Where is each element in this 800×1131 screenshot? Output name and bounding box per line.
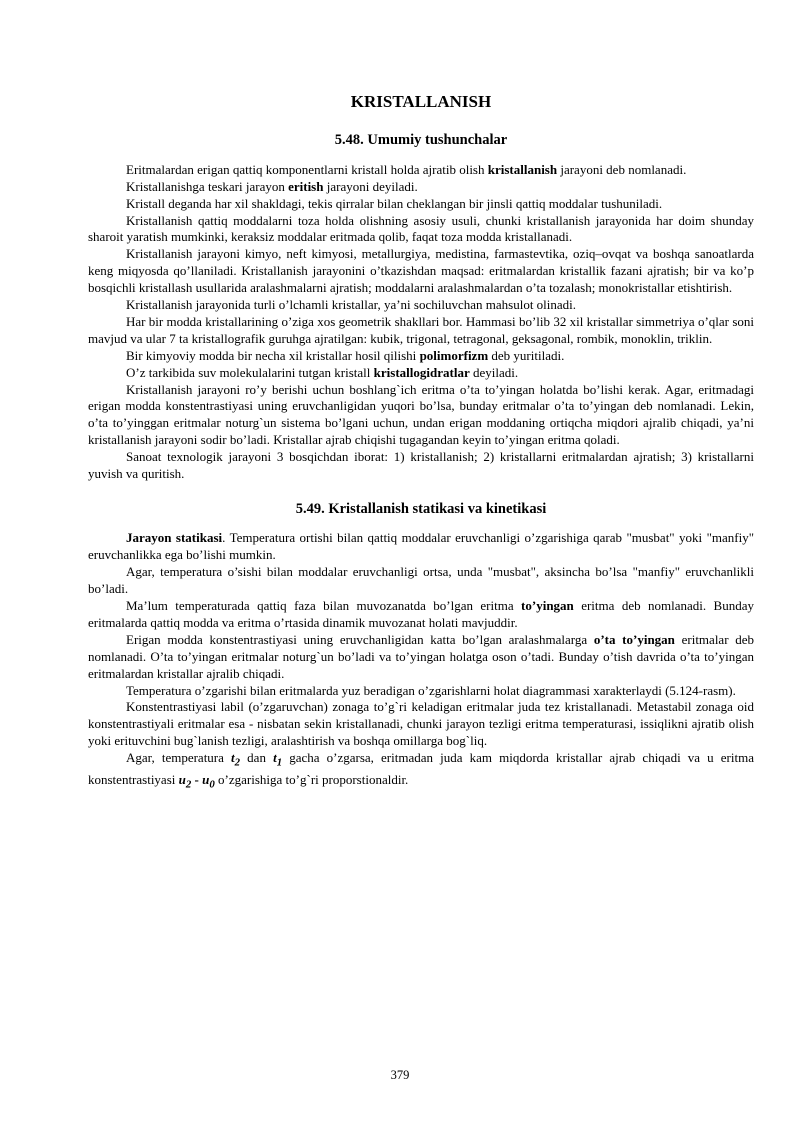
- symbol-u2: [178, 771, 192, 791]
- paragraph: Temperatura o’zgarishi bilan eritmalarda yuz beradigan o’zgarishlarni holat diagrammasi xarakterlaydi (5.124-rasm).: [126, 682, 736, 698]
- paragraph: Konstentrastiyasi labil (o’zgaruvchan) zonaga to’g`ri keladigan eritmalar juda tez kristallanadi. Metastabil zonaga oid konstentrastiyali eritmalar esa - nisbatan sekin kristallanadi, chunki jarayon tezligi eritma temperaturasi, issiqlikni ajratib olish yoki erituvchini bug`lanish tezligi, aralashtirish va boshqa omillarga bog`liq.: [88, 699, 754, 749]
- section-heading-statika: 5.49. Kristallanish statikasi va kinetikasi: [295, 501, 547, 517]
- subscript: 1: [276, 756, 283, 769]
- symbol: u: [178, 771, 186, 787]
- text: eritma deb nomlanadi. Bunday eritmalarda qattiq modda va eritma o’rtasida dinamik muvozanat holati mavjuddir.: [88, 598, 754, 630]
- paragraph: [88, 632, 754, 683]
- term-bold: o’ta to’yingan: [593, 631, 675, 647]
- paragraph: Har bir modda kristallarining o’ziga xos geometrik shakllari bor. Hammasi bo’lib 32 xil kristallar simmetriya o’qlar soni mavjud va ular 7 ta kristallografik guruhga ajratilgan: kubik, trigonal, tetragonal, geksagonal, rombik, monoklin, triklin.: [88, 313, 754, 346]
- document-page: [88, 92, 754, 793]
- text: Ma’lum temperaturada qattiq faza bilan muvozanatda bo’lgan eritma: [126, 598, 522, 614]
- paragraph: Kristall deganda har xil shakldagi, tekis qirralar bilan cheklangan bir jinsli qattiq moddalar tushuniladi.: [126, 195, 663, 211]
- text: Kristallanishga teskari jarayon: [126, 178, 289, 194]
- text: jarayoni deyiladi.: [323, 178, 418, 194]
- subscript: 2: [234, 756, 241, 769]
- paragraph: Kristallanish qattiq moddalarni toza holda olishning asosiy usuli, chunki kristallanish jarayonida har doim shunday sharoit yaratish mumkinki, keraksiz moddalar eritmada qolib, faqat toza modda kristallanadi.: [88, 212, 754, 245]
- paragraph: Agar, temperatura o’sishi bilan moddalar eruvchanligi ortsa, unda "musbat", aksincha bo’lsa "manfiy" eruvchanlikli bo’ladi.: [88, 564, 754, 597]
- symbol: u: [202, 771, 210, 787]
- subscript: 0: [209, 778, 215, 791]
- symbol: t: [231, 750, 235, 766]
- text: Bir kimyoviy modda bir necha xil kristallar hosil qilishi: [126, 347, 420, 363]
- paragraph: [88, 530, 754, 564]
- paragraph: Sanoat texnologik jarayoni 3 bosqichdan iborat: 1) kristallanish; 2) kristallarni eritmalardan ajratish; 3) kristallarni yuvish va quritish.: [88, 449, 754, 482]
- symbol-t1: [273, 750, 283, 769]
- paragraph: [88, 598, 754, 632]
- text: gacha o’zgarsa, eritmadan juda kam miqdorda kristallar ajrab chiqadi va u eritma konstentrastiyasi: [88, 750, 754, 787]
- symbol-u0: [202, 771, 215, 791]
- text: O’z tarkibida suv molekulalarini tutgan kristall: [126, 364, 374, 380]
- symbol: t: [273, 750, 277, 766]
- text: deyiladi.: [469, 364, 519, 380]
- paragraph: [88, 365, 754, 382]
- term-bold: kristallogidratlar: [373, 364, 470, 380]
- text: Erigan modda konstentrastiyasi uning eruvchanligidan katta bo’lgan aralashmalarga: [126, 631, 594, 647]
- paragraph: Kristallanish jarayonida turli o’lchamli kristallar, ya’ni sochiluvchan mahsulot olinadi.: [126, 297, 577, 313]
- section-heading-umumiy: 5.48. Umumiy tushunchalar: [334, 132, 508, 149]
- text: o’zgarishiga to’g`ri proporstionaldir.: [214, 771, 409, 787]
- minus-sign: -: [191, 771, 203, 787]
- text: dan: [240, 750, 274, 766]
- term-bold: kristallanish: [487, 161, 558, 177]
- term-bold: to’yingan: [521, 598, 574, 614]
- term-bold: Jarayon statikasi: [126, 530, 223, 546]
- paragraph: Kristallanish jarayoni kimyo, neft kimyosi, metallurgiya, medistina, farmastevtika, oziq–ovqat va boshqa sanoatlarda keng miqyosda qo’llaniladi. Kristallanish jarayonini o’tkazishdan maqsad: eritmalardan kristallik fazani ajratish; bir va ko’p bosqichli kristallash usullarida aralashmalarni ajratish; moddalarni aralashmalardan o’ta tozalash; monokristallar etishtirish.: [88, 246, 754, 296]
- symbol-t2: [231, 750, 241, 769]
- term-bold: eritish: [288, 178, 324, 194]
- text: . Temperatura ortishi bilan qattiq moddalar eruvchanligi o’zgarishiga qarab "musbat" yoki "manfiy" eruvchanlikka ega bo’lishi mumkin.: [88, 530, 755, 563]
- text: eritmalar deb nomlanadi. O’ta to’yingan eritmalar noturg`un bo’ladi va to’yingan holatga oson o’tadi. Bunday o’tish davrida o’ta to’yingan eritmalardan kristallar ajralib chiqadi.: [88, 631, 754, 681]
- paragraph: Kristallanish jarayoni ro’y berishi uchun boshlang`ich eritma o’ta to’yingan holatda bo’lishi kerak. Agar, eritmadagi erigan modda konstentrastiyasi uning eruvchanligidan yuqori bo’lsa, bunday eritmalar o’ta to’yingan deb nomlanadi. Lekin, o’ta to’yinggan eritmalar noturg`un sistema bo’lgani uchun, undan erigan moddaning ortiqcha miqdori ajralib chiqadi, ya’ni kristallanish jarayoni sodir bo’ladi. Kristallar ajrab chiqishi tugagandan keyin to’yingan eritma qoladi.: [88, 381, 754, 448]
- page-title: KRISTALLANISH: [350, 92, 492, 111]
- text: Eritmalardan erigan qattiq komponentlarni kristall holda ajratib olish: [126, 161, 488, 177]
- paragraph: [88, 348, 754, 365]
- paragraph: [88, 162, 754, 179]
- page-number: 379: [390, 1068, 410, 1082]
- text: jarayoni deb nomlanadi.: [557, 161, 687, 177]
- text: deb yuritiladi.: [488, 347, 565, 363]
- paragraph: [88, 179, 754, 196]
- text: Agar, temperatura: [126, 750, 232, 766]
- paragraph: [88, 750, 754, 793]
- term-bold: polimorfizm: [419, 347, 489, 363]
- subscript: 2: [185, 778, 192, 791]
